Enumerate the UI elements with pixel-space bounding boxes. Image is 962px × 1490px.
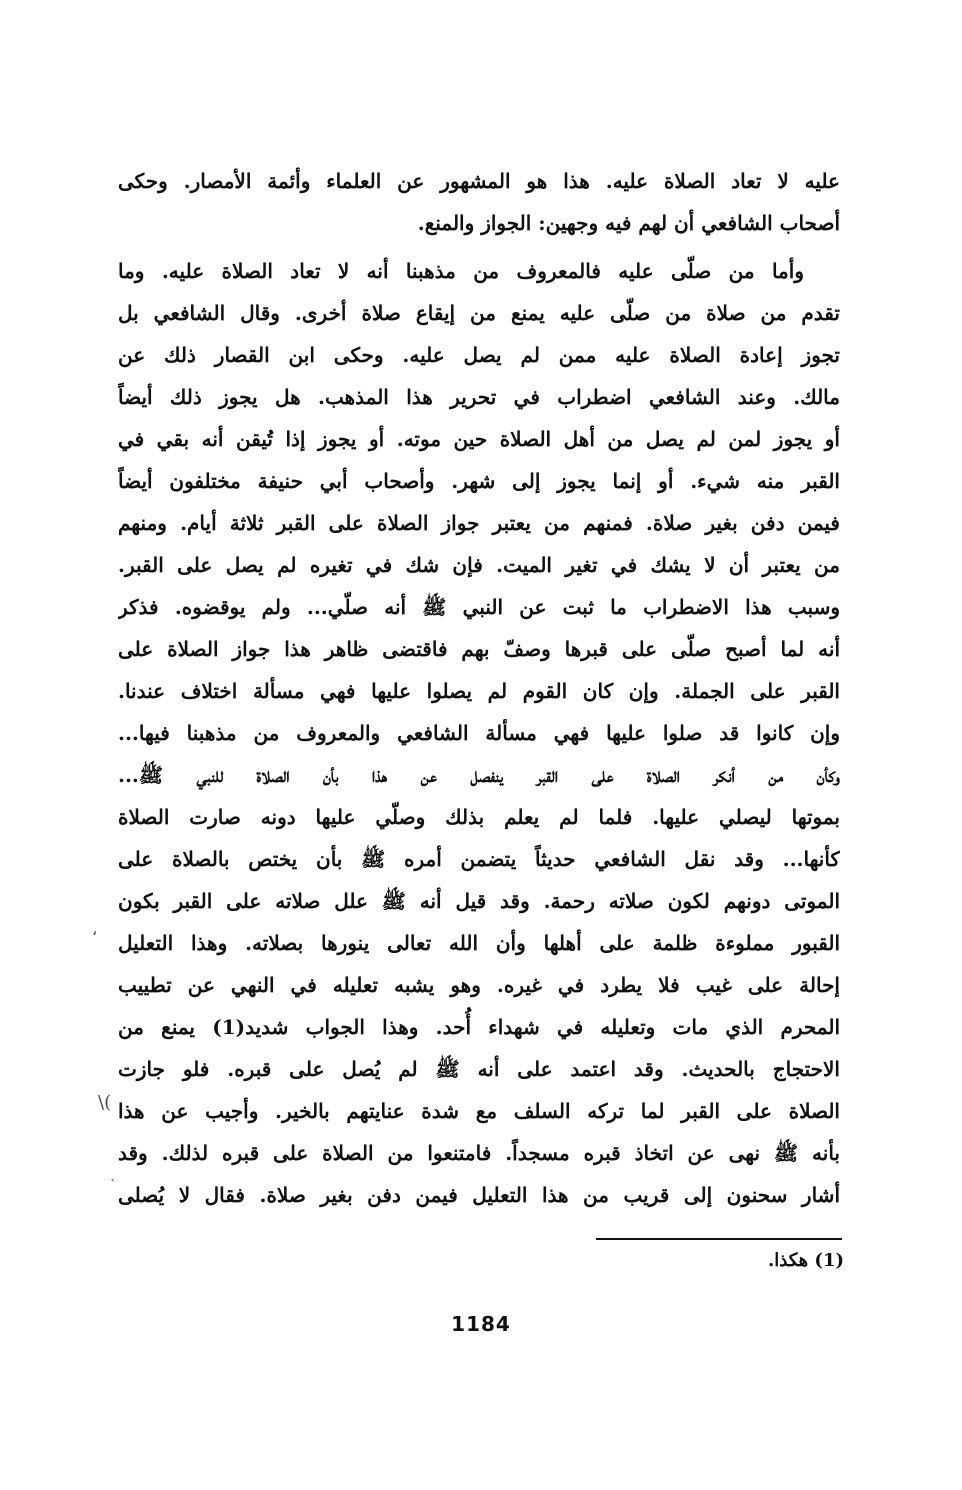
- margin-mark: `: [110, 1178, 117, 1194]
- text-line: بموتها ليصلي عليها. فلما لم يعلم بذلك وصلّي عليها دونه صارت الصلاة: [118, 805, 840, 829]
- footnote-separator: [596, 1238, 842, 1240]
- text-line: فيمن دفن بغير صلاة. فمنهم من يعتبر جواز الصلاة على القبر ثلاثة أيام. ومنهم: [118, 511, 840, 535]
- text-line: المحرم الذي مات وتعليله في شهداء أُحد. وهذا الجواب شديد(1) يمنع من: [118, 1015, 840, 1039]
- text-line: أصحاب الشافعي أن لهم فيه وجهين: الجواز والمنع.: [417, 211, 840, 235]
- text-line: الاحتجاج بالحديث. وقد اعتمد على أنه ﷺ لم يُصل على قبره. فلو جازت: [118, 1057, 840, 1081]
- text-line: تجوز إعادة الصلاة عليه ممن لم يصل عليه. وحكى ابن القصار ذلك عن: [118, 343, 840, 367]
- text-line: عليه لا تعاد الصلاة عليه. هذا هو المشهور عن العلماء وأئمة الأمصار. وحكى: [118, 169, 840, 193]
- page-number: 1184: [451, 1312, 511, 1336]
- paragraph-2: [118, 250, 840, 1216]
- text-line: إحالة على غيب فلا يطرد في غيره. وهو يشبه تعليله في النهي عن تطييب: [118, 973, 840, 997]
- text-line: القبور مملوءة ظلمة على أهلها وأن الله تعالى ينورها بصلاته. وهذا التعليل: [118, 931, 840, 955]
- text-line: وكأن من أنكر الصلاة على القبر ينفصل عن هذا بأن الصلاة للنبي ﷺ...: [118, 763, 840, 787]
- text-line: وأما من صلّى عليه فالمعروف من مذهبنا أنه لا تعاد الصلاة عليه. وما: [118, 259, 804, 283]
- text-line: تقدم من صلاة من صلّى عليه يمنع من إيقاع صلاة أخرى. وقال الشافعي بل: [118, 301, 840, 325]
- text-line: وسبب هذا الاضطراب ما ثبت عن النبي ﷺ أنه صلّي... ولم يوقضوه. فذكر: [118, 595, 840, 619]
- margin-mark: \(: [98, 1092, 112, 1113]
- footnote: (1) هكذا.: [768, 1250, 844, 1271]
- text-line: الصلاة على القبر لما تركه السلف مع شدة عنايتهم بالخير. وأجيب عن هذا: [118, 1099, 840, 1123]
- text-line: القبر على الجملة. وإن كان القوم لم يصلوا عليها فهي مسألة اختلاف عندنا.: [118, 679, 840, 703]
- text-line: أشار سحنون إلى قريب من هذا التعليل فيمن دفن بغير صلاة. فقال لا يُصلى: [118, 1183, 840, 1207]
- margin-mark: ،: [92, 920, 98, 939]
- text-line: أنه لما أصبح صلّى على قبرها وصفّ بهم فاقتضى ظاهر هذا جواز الصلاة على: [118, 637, 840, 661]
- paragraph-1: [118, 160, 840, 244]
- text-line: الموتى دونهم لكون صلاته رحمة. وقد قيل أنه ﷺ علل صلاته على القبر بكون: [118, 889, 840, 913]
- text-line: وإن كانوا قد صلوا عليها فهي مسألة الشافعي والمعروف من مذهبنا فيها...: [118, 721, 840, 745]
- text-line: مالك. وعند الشافعي اضطراب في تحرير هذا المذهب. هل يجوز ذلك أيضاً: [118, 385, 840, 409]
- text-line: كأنها... وقد نقل الشافعي حديثاً يتضمن أمره ﷺ بأن يختص بالصلاة على: [118, 847, 840, 871]
- text-line: القبر منه شيء. أو إنما يجوز إلى شهر. وأصحاب أبي حنيفة مختلفون أيضاً: [118, 469, 840, 493]
- text-line: أو يجوز لمن لم يصل من أهل الصلاة حين موته. أو يجوز إذا تُيقن أنه بقي في: [118, 427, 840, 451]
- text-line: بأنه ﷺ نهى عن اتخاذ قبره مسجداً. فامتنعوا من الصلاة على قبره لذلك. وقد: [118, 1141, 840, 1165]
- text-line: من يعتبر أن لا يشك في تغير الميت. فإن شك في تغيره لم يصل على القبر.: [118, 553, 840, 577]
